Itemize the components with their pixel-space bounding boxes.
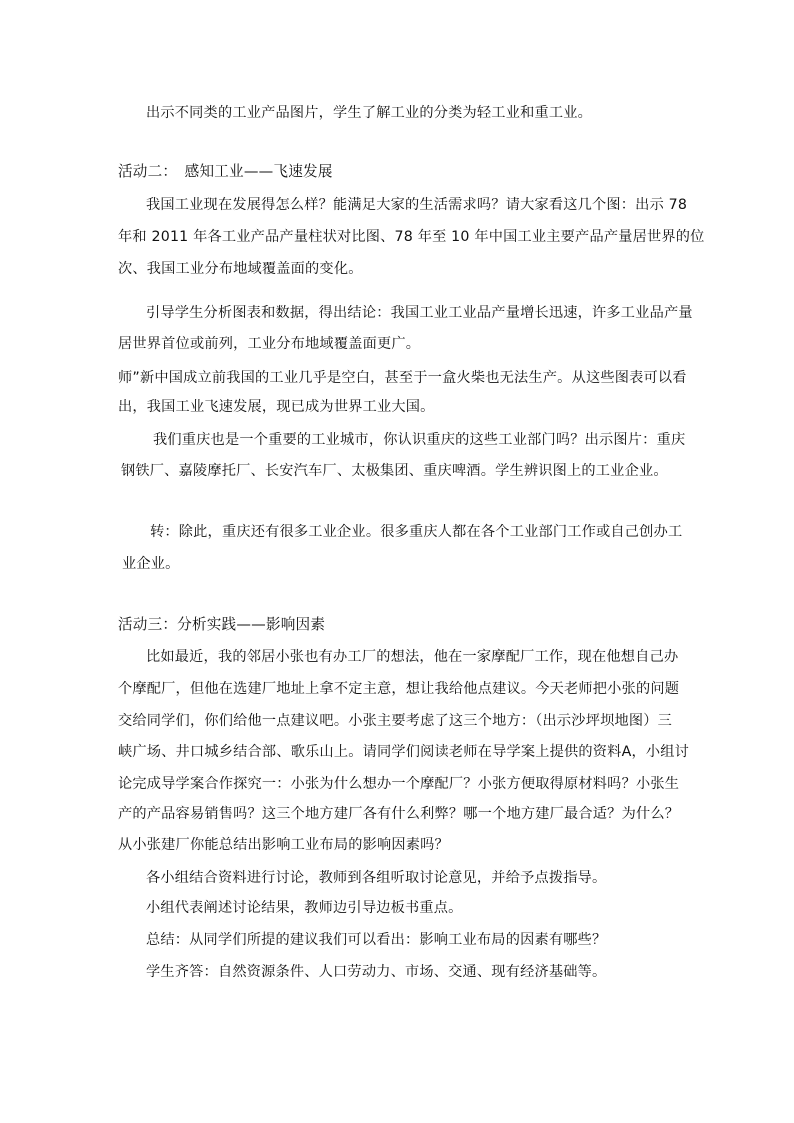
activity2-p5-line1: 转：除此，重庆还有很多工业企业。很多重庆人都在各个工业部门工作或自己创办工: [150, 524, 683, 540]
activity3-p1-line2: 个摩配厂，但他在选建厂地址上拿不定主意，想让我给他点建议。今天老师把小张的问题: [118, 681, 680, 697]
activity3-p1-line3: 交给同学们，你们给他一点建议吧。小张主要考虑了这三个地方：（出示沙坪坝地图）三: [118, 713, 673, 729]
activity2-p3-line1: 师”新中国成立前我国的工业几乎是空白，甚至于一盒火柴也无法生产。从这些图表可以看: [118, 370, 687, 386]
activity3-p3: 小组代表阐述讨论结果，教师边引导边板书重点。: [146, 900, 463, 916]
activity3-p1-line6: 产的产品容易销售吗？这三个地方建厂各有什么利弊？哪一个地方建厂最合适？为什么？: [118, 806, 680, 822]
activity3-p2: 各小组结合资料进行讨论，教师到各组听取讨论意见，并给予点拨指导。: [146, 870, 607, 886]
activity2-p4-line1: 我们重庆也是一个重要的工业城市，你认识重庆的这些工业部门吗？出示图片：重庆: [153, 432, 686, 448]
activity3-p1-line1: 比如最近，我的邻居小张也有办工厂的想法，他在一家摩配厂工作，现在他想自己办: [146, 649, 679, 665]
activity3-heading: 活动三：分析实践——影响因素: [118, 616, 326, 633]
activity3-p1-line7: 从小张建厂你能总结出影响工业布局的影响因素吗？: [118, 837, 449, 853]
activity2-p4-line2: 钢铁厂、嘉陵摩托厂、长安汽车厂、太极集团、重庆啤酒。学生辨识图上的工业企业。: [121, 463, 668, 479]
activity2-p1-line3: 次、我国工业分布地域覆盖面的变化。: [118, 261, 363, 277]
activity2-p2-line2: 居世界首位或前列，工业分布地域覆盖面更广。: [118, 336, 421, 352]
activity2-p1-line1: 我国工业现在发展得怎么样？能满足大家的生活需求吗？请大家看这几个图：出示 78: [146, 197, 688, 213]
activity2-p3-line2: 出，我国工业飞速发展，现已成为世界工业大国。: [118, 399, 435, 415]
activity3-p4: 总结：从同学们所提的建议我们可以看出：影响工业布局的因素有哪些？: [146, 932, 607, 948]
intro-paragraph: 出示不同类的工业产品图片，学生了解工业的分类为轻工业和重工业。: [146, 105, 593, 121]
activity2-p2-line1: 引导学生分析图表和数据，得出结论：我国工业工业品产量增长迅速，许多工业品产量: [146, 305, 693, 321]
activity3-p5: 学生齐答：自然资源条件、人口劳动力、市场、交通、现有经济基础等。: [146, 964, 607, 980]
activity3-p1-line5: 论完成导学案合作探究一：小张为什么想办一个摩配厂？小张方便取得原材料吗？小张生: [118, 776, 680, 792]
activity2-p5-line2: 业企业。: [122, 556, 180, 572]
activity2-p1-line2: 年和 2011 年各工业产品产量柱状对比图、78 年至 10 年中国工业主要产品产量居世界的位: [118, 229, 705, 245]
activity2-heading: 活动二： 感知工业——飞速发展: [118, 163, 333, 180]
activity3-p1-line4: 峡广场、井口城乡结合部、歌乐山上。请同学们阅读老师在导学案上提供的资料A，小组讨: [118, 744, 690, 760]
